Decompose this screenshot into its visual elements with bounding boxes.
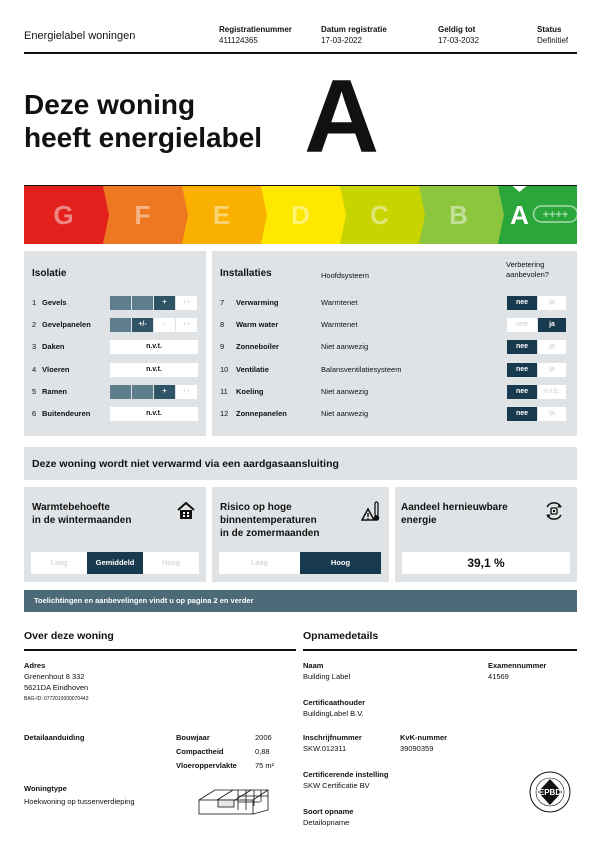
improvement-no: nee xyxy=(507,296,537,310)
improvement-yes: ja xyxy=(538,296,566,310)
registration-no-label: Inschrijfnummer xyxy=(303,733,362,742)
insulation-row xyxy=(32,318,202,332)
main-system: Balansventilatiesysteem xyxy=(321,364,402,374)
about-house-divider xyxy=(24,649,296,651)
inspection-details-divider xyxy=(303,649,577,651)
name-label: Naam xyxy=(303,661,324,670)
renewable-share-title-1: Aandeel hernieuwbare xyxy=(401,502,508,513)
inspection-type-block xyxy=(303,806,353,828)
installation-label: Koeling xyxy=(236,386,264,396)
heat-demand-title xyxy=(32,501,131,527)
rating-cell-filled xyxy=(110,296,131,310)
rating-cell-empty: ++ xyxy=(176,296,197,310)
improvement-yes: ja xyxy=(538,318,566,332)
valid-until-label: Geldig tot xyxy=(438,25,476,34)
house-type: Hoekwoning op tussenverdieping xyxy=(24,797,135,806)
row-number: 11 xyxy=(220,386,228,396)
row-number: 12 xyxy=(220,409,229,418)
overheating-risk-title-1: Risico op hoge xyxy=(220,502,292,513)
insulation-label: Ramen xyxy=(42,386,68,396)
overheating-risk-title-3: in de zomermaanden xyxy=(220,528,320,539)
insulation-row xyxy=(32,340,202,354)
installation-row xyxy=(220,407,570,421)
build-year-label: Bouwjaar xyxy=(176,733,210,742)
rating-cell-filled xyxy=(110,385,131,399)
inspection-type-label: Soort opname xyxy=(303,807,354,816)
row-number: 9 xyxy=(220,342,225,352)
registration-number-label: Registratienummer xyxy=(219,25,292,34)
headline xyxy=(24,88,262,154)
installation-label: Warm water xyxy=(236,320,279,330)
gas-connection-text: Deze woning wordt niet verwarmd via een aardgasaansluiting xyxy=(32,458,339,470)
compactness-label: Compactheid xyxy=(176,747,224,756)
improvement-header xyxy=(506,260,549,280)
certifying-body-label: Certificerende instelling xyxy=(303,770,389,779)
insulation-title: Isolatie xyxy=(32,268,67,279)
installation-label: Zonneboiler xyxy=(236,342,279,352)
insulation-value: n.v.t. xyxy=(110,340,198,354)
rating-cell-empty: + xyxy=(154,318,175,332)
valid-until-block xyxy=(438,24,479,46)
renewable-share-value: 39,1 % xyxy=(402,552,570,574)
main-system-label: Hoofdsysteem xyxy=(321,271,369,280)
improvement-yes: ja xyxy=(538,340,566,354)
improvement-no: nee xyxy=(507,407,537,421)
overheating-risk-title-2: binnentemperaturen xyxy=(220,515,317,526)
main-system: Niet aanwezig xyxy=(321,409,369,418)
heat-demand-title-2: in de wintermaanden xyxy=(32,515,132,526)
valid-until: 17-03-2032 xyxy=(438,36,479,45)
certificate-holder: BuildingLabel B.V. xyxy=(303,709,364,718)
insulation-value: + xyxy=(154,385,175,399)
rating-cell-empty: ++ xyxy=(176,385,197,399)
floor-area-label: Vloeroppervlakte xyxy=(176,761,237,770)
kvk-label: KvK-nummer xyxy=(400,733,448,742)
header-divider xyxy=(24,52,577,54)
document-title: Energielabel woningen xyxy=(24,30,136,42)
status-label: Status xyxy=(537,25,562,34)
plus-pill-text: ++++ xyxy=(542,209,569,221)
renewable-share-title xyxy=(401,501,508,527)
installation-row xyxy=(220,385,570,399)
registration-no: SKW.012311 xyxy=(303,744,347,753)
kvk-block xyxy=(400,732,447,754)
rating-cell-filled xyxy=(132,385,153,399)
headline-line-2: heeft energielabel xyxy=(24,122,263,153)
improvement-no: nee xyxy=(507,363,537,377)
improvement-label-1: Verbetering xyxy=(506,260,545,269)
epbd-seal-logo xyxy=(528,770,572,814)
certificate-holder-label: Certificaathouder xyxy=(303,698,366,707)
heat-demand-title-1: Warmtebehoefte xyxy=(32,502,110,513)
rating-cell-filled xyxy=(110,318,131,332)
insulation-value: + xyxy=(154,296,175,310)
insulation-row xyxy=(32,407,202,421)
insulation-row xyxy=(32,296,202,310)
row-number: 2 xyxy=(32,320,37,330)
name-block xyxy=(303,660,350,682)
exam-number-label: Examennummer xyxy=(488,661,547,670)
insulation-label: Gevelpanelen xyxy=(42,320,91,330)
overheating-risk-low: Laag xyxy=(219,552,300,574)
certificate-holder-block xyxy=(303,697,365,719)
insulation-label: Vloeren xyxy=(42,364,70,374)
energy-scale xyxy=(24,186,577,244)
improvement-no: nee xyxy=(507,340,537,354)
about-house-title: Over deze woning xyxy=(24,630,114,642)
energy-label-letter: A xyxy=(304,59,380,175)
rating-cell-empty: ++ xyxy=(176,318,197,332)
renewable-share-title-2: energie xyxy=(401,515,437,526)
row-number: 6 xyxy=(32,409,37,418)
registration-date-block xyxy=(321,24,387,46)
installation-row xyxy=(220,363,570,377)
scale-letter-b: B xyxy=(449,200,468,230)
house-type-label: Woningtype xyxy=(24,784,67,793)
improvement-yes: n.t.b. xyxy=(538,385,566,399)
main-system: Niet aanwezig xyxy=(321,342,369,352)
installation-row xyxy=(220,318,570,332)
main-system: Warmtenet xyxy=(321,298,358,307)
main-system: Warmtenet xyxy=(321,320,358,330)
insulation-value: n.v.t. xyxy=(110,363,198,377)
main-system: Niet aanwezig xyxy=(321,386,369,396)
building-diagram-icon xyxy=(198,782,270,816)
insulation-label: Gevels xyxy=(42,298,67,307)
heat-demand-low: Laag xyxy=(31,552,87,574)
exam-number: 41569 xyxy=(488,672,509,681)
improvement-no: nee xyxy=(507,385,537,399)
installation-label: Zonnepanelen xyxy=(236,409,287,418)
row-number: 10 xyxy=(220,364,229,374)
build-year: 2006 xyxy=(255,733,272,742)
installations-title: Installaties xyxy=(220,268,272,279)
insulation-value: n.v.t. xyxy=(110,407,198,421)
improvement-label-2: aanbevolen? xyxy=(506,270,549,279)
certifying-body: SKW Certificatie BV xyxy=(303,781,370,790)
status-value: Definitief xyxy=(537,36,569,45)
insulation-label: Daken xyxy=(42,342,65,352)
exam-block xyxy=(488,660,546,682)
insulation-row xyxy=(32,363,202,377)
epbd-text: EPBD xyxy=(538,788,562,797)
inspection-details-title: Opnamedetails xyxy=(303,630,379,642)
detail-label: Detailaanduiding xyxy=(24,733,85,742)
row-number: 1 xyxy=(32,298,37,307)
registration-number: 411124365 xyxy=(219,36,258,45)
row-number: 5 xyxy=(32,386,37,396)
kvk-number: 39090359 xyxy=(400,744,434,753)
address-label: Adres xyxy=(24,661,46,670)
row-number: 7 xyxy=(220,298,225,307)
info-bar: Toelichtingen en aanbevelingen vindt u op pagina 2 en verder xyxy=(24,590,577,612)
installation-label: Verwarming xyxy=(236,298,279,307)
registration-number-block xyxy=(219,24,292,46)
heat-demand-medium: Gemiddeld xyxy=(87,552,143,574)
insulation-value: +/- xyxy=(132,318,153,332)
registration-no-block xyxy=(303,732,362,754)
overheating-risk-high: Hoog xyxy=(300,552,381,574)
bag-id: BAG-ID: 0772010000070443 xyxy=(24,696,89,702)
improvement-no: nee xyxy=(507,318,537,332)
house-heating-icon xyxy=(176,501,196,521)
scale-letter-e: E xyxy=(212,200,231,230)
installation-row xyxy=(220,296,570,310)
installation-label: Ventilatie xyxy=(236,364,269,374)
scale-letter-a: A xyxy=(510,200,529,230)
address-line-1: Grenenhout 8 332 xyxy=(24,672,85,681)
scale-letter-c: C xyxy=(370,200,389,230)
renewable-energy-icon xyxy=(543,500,565,522)
row-number: 3 xyxy=(32,342,37,352)
improvement-yes: ja xyxy=(538,407,566,421)
name-value: Building Label xyxy=(303,672,351,681)
overheating-risk-title xyxy=(220,501,319,540)
heat-demand-high: Hoog xyxy=(143,552,199,574)
address-block xyxy=(24,660,89,702)
thermometer-warning-icon xyxy=(361,500,381,522)
certifying-body-block xyxy=(303,769,388,791)
improvement-yes: ja xyxy=(538,363,566,377)
row-number: 8 xyxy=(220,320,225,330)
headline-line-1: Deze woning xyxy=(24,89,196,120)
registration-date: 17-03-2022 xyxy=(321,36,362,45)
insulation-row xyxy=(32,385,202,399)
status-block xyxy=(537,24,568,46)
compactness: 0,88 xyxy=(255,747,270,756)
scale-letter-d: D xyxy=(291,200,310,230)
address-line-2: 5621DA Eindhoven xyxy=(24,683,89,692)
scale-letter-g: G xyxy=(53,200,74,230)
rating-cell-filled xyxy=(132,296,153,310)
inspection-type: Detailopname xyxy=(303,818,350,827)
installation-row xyxy=(220,340,570,354)
scale-letter-f: F xyxy=(134,200,151,230)
registration-date-label: Datum registratie xyxy=(321,25,387,34)
row-number: 4 xyxy=(32,364,37,374)
insulation-label: Buitendeuren xyxy=(42,409,91,418)
floor-area: 75 m² xyxy=(255,761,275,770)
